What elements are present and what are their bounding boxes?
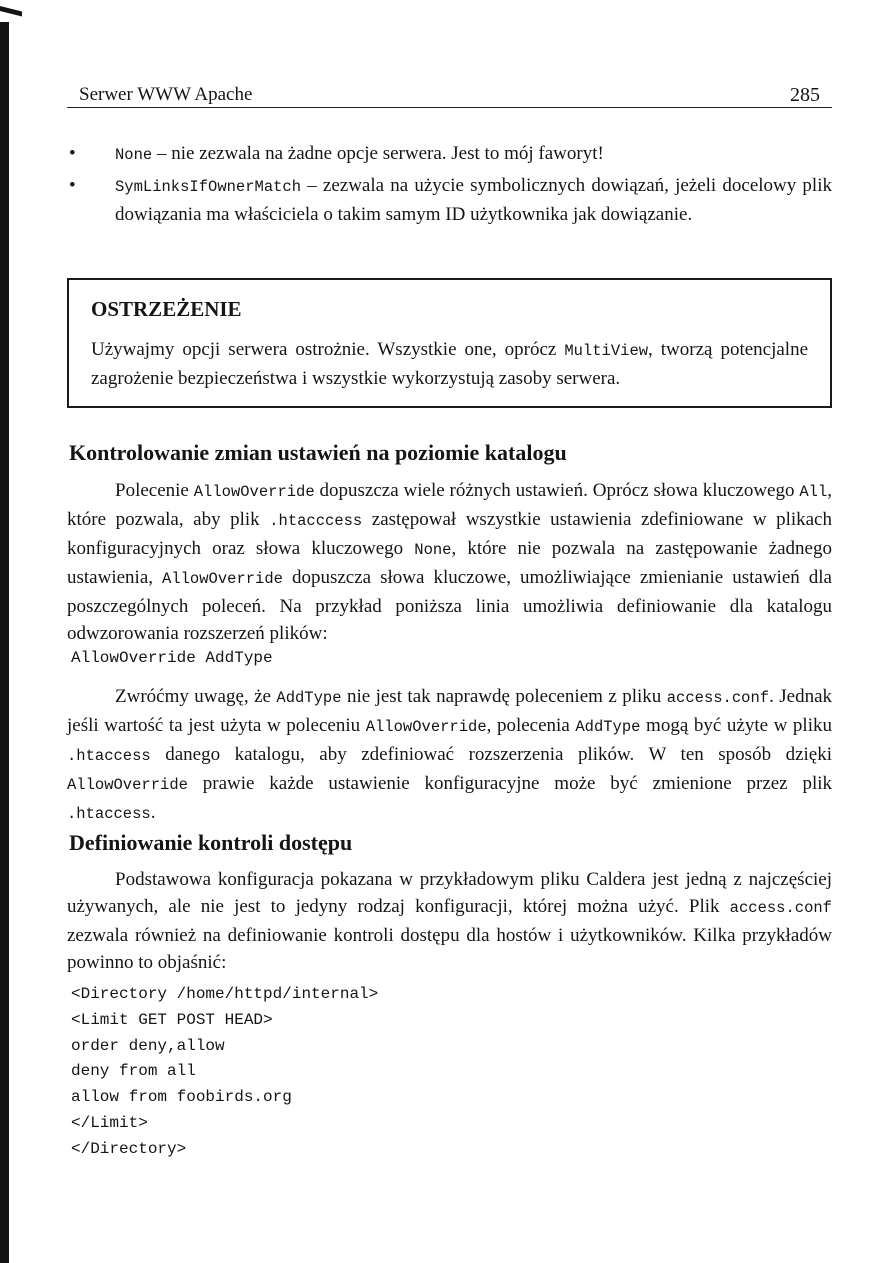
paragraph-addtype: Zwróćmy uwagę, że AddType nie jest tak naprawdę poleceniem z pliku access.conf. Jednak jeśli wartość ta jest użyta w poleceniu AllowOverride, polecenia AddType mogą być użyte w pliku .htaccess danego katalogu, aby zdefiniować rozszerzenia plików. W ten sposób dzięki AllowOverride prawie każde ustawienie konfiguracyjne może być zmienione przez plik .htaccess. (67, 686, 833, 823)
warning-box (67, 278, 832, 408)
list-item (67, 140, 832, 169)
binding-edge-bar (0, 22, 9, 1263)
bullet-icon: • (69, 143, 76, 164)
paragraph-allowoverride: Polecenie AllowOverride dopuszcza wiele różnych ustawień. Oprócz słowa kluczowego All, które pozwala, aby plik .htacccess zastępował wszystkie ustawienia zdefiniowane w plikach konfiguracyjnych oraz słowa kluczowego None, które nie pozwala na zastępowanie żadnego ustawienia, AllowOverride dopuszcza słowa kluczowe, umożliwiające zmienianie ustawień dla poszczególnych poleceń. Na przykład poniższa linia umożliwia definiowanie dla katalogu odwzorowania rozszerzeń plików: (67, 480, 833, 644)
running-header (67, 82, 832, 108)
code-line: </Limit> (71, 1113, 148, 1132)
binding-edge-hook (0, 6, 22, 16)
option-text: – zezwala na użycie symbolicznych dowiązań, jeżeli docelowy plik dowiązania ma właściciela o takim samym ID użytkownika jak dowiązanie. (115, 175, 832, 225)
warning-title: OSTRZEŻENIE (91, 297, 242, 321)
code-line: deny from all (71, 1062, 196, 1081)
option-code: None (115, 146, 153, 164)
option-code: SymLinksIfOwnerMatch (115, 178, 302, 196)
bullet-icon: • (69, 175, 76, 196)
code-line: <Limit GET POST HEAD> (71, 1010, 273, 1029)
option-text: – nie zezwala na żadne opcje serwera. Jest to mój faworyt! (152, 143, 604, 164)
code-block-directory (71, 982, 378, 1163)
warning-text: Używajmy opcji serwera ostrożnie. Wszystkie one, oprócz MultiView, tworzą potencjalne zagrożenie bezpieczeństwa i wszystkie wykorzystują zasoby serwera. (91, 339, 809, 389)
code-line: </Directory> (71, 1139, 187, 1158)
code-line: order deny,allow (71, 1036, 225, 1055)
section-heading-directory-overrides: Kontrolowanie zmian ustawień na poziomie katalogu (69, 440, 567, 465)
list-item (67, 172, 832, 228)
section-heading-access-control: Definiowanie kontroli dostępu (69, 830, 353, 855)
code-line: <Directory /home/httpd/internal> (71, 985, 379, 1003)
code-example-allowoverride: AllowOverride AddType (71, 649, 273, 667)
running-title: Serwer WWW Apache (79, 84, 253, 105)
paragraph-access-control: Podstawowa konfiguracja pokazana w przykładowym pliku Caldera jest jedną z najczęściej używanych, ale nie jest to jedyny rodzaj konfiguracji, której można użyć. Plik access.conf zezwala również na definiowanie kontroli dostępu dla hostów i użytkowników. Kilka przykładów powinno to objaśnić: (67, 869, 832, 973)
code-line: allow from foobirds.org (71, 1088, 292, 1107)
page-number: 285 (790, 84, 820, 106)
options-list (67, 140, 832, 231)
